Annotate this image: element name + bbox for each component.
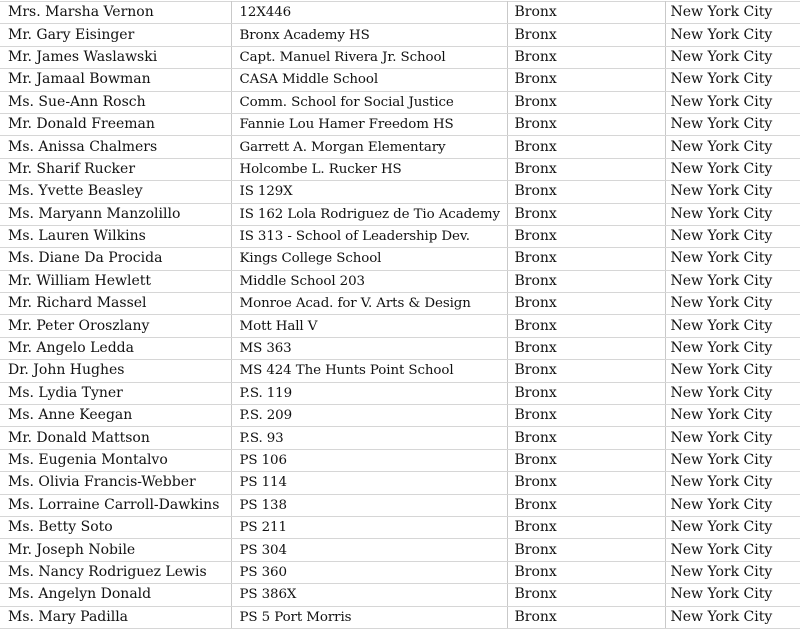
table-body [0,2,800,629]
city-cell[interactable]: New York City [665,225,800,247]
name-cell[interactable]: Ms. Angelyn Donald [0,584,231,606]
table-row [0,248,800,270]
name-cell[interactable]: Mr. Richard Massel [0,293,231,315]
city-cell[interactable]: New York City [665,472,800,494]
contacts-table [0,1,800,629]
name-cell[interactable]: Mr. Sharif Rucker [0,158,231,180]
school-cell[interactable]: Monroe Acad. for V. Arts & Design [231,293,507,315]
table-row [0,158,800,180]
school-cell[interactable]: Kings College School [231,248,507,270]
school-cell[interactable]: PS 304 [231,539,507,561]
borough-cell[interactable]: Bronx [507,382,665,404]
borough-cell[interactable]: Bronx [507,337,665,359]
table-row [0,91,800,113]
name-cell[interactable]: Ms. Anissa Chalmers [0,136,231,158]
name-cell[interactable]: Mr. William Hewlett [0,270,231,292]
school-cell[interactable]: Comm. School for Social Justice [231,91,507,113]
table-row [0,516,800,538]
city-cell[interactable]: New York City [665,181,800,203]
school-cell[interactable]: Capt. Manuel Rivera Jr. School [231,46,507,68]
city-cell[interactable]: New York City [665,382,800,404]
table-row [0,337,800,359]
school-cell[interactable]: Middle School 203 [231,270,507,292]
school-cell[interactable]: IS 313 - School of Leadership Dev. [231,225,507,247]
table-row [0,606,800,628]
name-cell[interactable]: Ms. Anne Keegan [0,405,231,427]
table-row [0,270,800,292]
name-cell[interactable]: Ms. Lorraine Carroll-Dawkins [0,494,231,516]
city-cell[interactable]: New York City [665,516,800,538]
borough-cell[interactable]: Bronx [507,539,665,561]
school-cell[interactable]: Fannie Lou Hamer Freedom HS [231,113,507,135]
borough-cell[interactable]: Bronx [507,2,665,24]
table-row [0,136,800,158]
school-cell[interactable]: PS 5 Port Morris [231,606,507,628]
name-cell[interactable]: Mrs. Marsha Vernon [0,2,231,24]
borough-cell[interactable]: Bronx [507,113,665,135]
name-cell[interactable]: Mr. Donald Freeman [0,113,231,135]
city-cell[interactable]: New York City [665,2,800,24]
table-row [0,449,800,471]
city-cell[interactable]: New York City [665,91,800,113]
city-cell[interactable]: New York City [665,113,800,135]
borough-cell[interactable]: Bronx [507,606,665,628]
name-cell[interactable]: Ms. Sue-Ann Rosch [0,91,231,113]
school-cell[interactable]: IS 162 Lola Rodriguez de Tio Academy [231,203,507,225]
city-cell[interactable]: New York City [665,136,800,158]
name-cell[interactable]: Mr. Donald Mattson [0,427,231,449]
school-cell[interactable]: P.S. 93 [231,427,507,449]
name-cell[interactable]: Ms. Mary Padilla [0,606,231,628]
school-cell[interactable]: Holcombe L. Rucker HS [231,158,507,180]
borough-cell[interactable]: Bronx [507,203,665,225]
borough-cell[interactable]: Bronx [507,46,665,68]
city-cell[interactable]: New York City [665,427,800,449]
name-cell[interactable]: Ms. Diane Da Procida [0,248,231,270]
city-cell[interactable]: New York City [665,494,800,516]
school-cell[interactable]: PS 114 [231,472,507,494]
borough-cell[interactable]: Bronx [507,427,665,449]
school-cell[interactable]: P.S. 209 [231,405,507,427]
city-cell[interactable]: New York City [665,46,800,68]
school-cell[interactable]: P.S. 119 [231,382,507,404]
city-cell[interactable]: New York City [665,315,800,337]
name-cell[interactable]: Ms. Eugenia Montalvo [0,449,231,471]
city-cell[interactable]: New York City [665,69,800,91]
table-row [0,405,800,427]
borough-cell[interactable]: Bronx [507,449,665,471]
borough-cell[interactable]: Bronx [507,136,665,158]
borough-cell[interactable]: Bronx [507,494,665,516]
borough-cell[interactable]: Bronx [507,472,665,494]
city-cell[interactable]: New York City [665,24,800,46]
borough-cell[interactable]: Bronx [507,158,665,180]
city-cell[interactable]: New York City [665,203,800,225]
table-row [0,494,800,516]
table-row [0,561,800,583]
table-row [0,46,800,68]
borough-cell[interactable]: Bronx [507,91,665,113]
borough-cell[interactable]: Bronx [507,561,665,583]
name-cell[interactable]: Ms. Betty Soto [0,516,231,538]
name-cell[interactable]: Mr. James Waslawski [0,46,231,68]
borough-cell[interactable]: Bronx [507,181,665,203]
table-row [0,382,800,404]
school-cell[interactable]: PS 386X [231,584,507,606]
name-cell[interactable]: Mr. Jamaal Bowman [0,69,231,91]
school-cell[interactable]: Mott Hall V [231,315,507,337]
table-row [0,2,800,24]
city-cell[interactable]: New York City [665,539,800,561]
school-cell[interactable]: IS 129X [231,181,507,203]
school-cell[interactable]: CASA Middle School [231,69,507,91]
school-cell[interactable]: PS 360 [231,561,507,583]
name-cell[interactable]: Mr. Peter Oroszlany [0,315,231,337]
name-cell[interactable]: Ms. Olivia Francis-Webber [0,472,231,494]
table-row [0,293,800,315]
borough-cell[interactable]: Bronx [507,293,665,315]
name-cell[interactable]: Mr. Gary Eisinger [0,24,231,46]
school-cell[interactable]: Bronx Academy HS [231,24,507,46]
borough-cell[interactable]: Bronx [507,584,665,606]
city-cell[interactable]: New York City [665,405,800,427]
school-cell[interactable]: 12X446 [231,2,507,24]
table-row [0,203,800,225]
borough-cell[interactable]: Bronx [507,225,665,247]
table-row [0,427,800,449]
borough-cell[interactable]: Bronx [507,248,665,270]
city-cell[interactable]: New York City [665,584,800,606]
city-cell[interactable]: New York City [665,606,800,628]
name-cell[interactable]: Mr. Joseph Nobile [0,539,231,561]
name-cell[interactable]: Ms. Nancy Rodriguez Lewis [0,561,231,583]
school-cell[interactable]: PS 138 [231,494,507,516]
table-row [0,539,800,561]
name-cell[interactable]: Ms. Yvette Beasley [0,181,231,203]
city-cell[interactable]: New York City [665,360,800,382]
borough-cell[interactable]: Bronx [507,516,665,538]
city-cell[interactable]: New York City [665,270,800,292]
borough-cell[interactable]: Bronx [507,69,665,91]
table-row [0,181,800,203]
school-cell[interactable]: MS 424 The Hunts Point School [231,360,507,382]
city-cell[interactable]: New York City [665,561,800,583]
city-cell[interactable]: New York City [665,158,800,180]
borough-cell[interactable]: Bronx [507,405,665,427]
name-cell[interactable]: Mr. Angelo Ledda [0,337,231,359]
school-cell[interactable]: PS 106 [231,449,507,471]
borough-cell[interactable]: Bronx [507,270,665,292]
school-cell[interactable]: MS 363 [231,337,507,359]
borough-cell[interactable]: Bronx [507,315,665,337]
name-cell[interactable]: Dr. John Hughes [0,360,231,382]
name-cell[interactable]: Ms. Maryann Manzolillo [0,203,231,225]
borough-cell[interactable]: Bronx [507,360,665,382]
name-cell[interactable]: Ms. Lydia Tyner [0,382,231,404]
table-row [0,69,800,91]
city-cell[interactable]: New York City [665,293,800,315]
school-cell[interactable]: PS 211 [231,516,507,538]
borough-cell[interactable]: Bronx [507,24,665,46]
table-row [0,360,800,382]
city-cell[interactable]: New York City [665,449,800,471]
table-row [0,24,800,46]
table-row [0,315,800,337]
table-row [0,225,800,247]
school-cell[interactable]: Garrett A. Morgan Elementary [231,136,507,158]
name-cell[interactable]: Ms. Lauren Wilkins [0,225,231,247]
table-row [0,472,800,494]
table-row [0,113,800,135]
city-cell[interactable]: New York City [665,337,800,359]
city-cell[interactable]: New York City [665,248,800,270]
table-row [0,584,800,606]
